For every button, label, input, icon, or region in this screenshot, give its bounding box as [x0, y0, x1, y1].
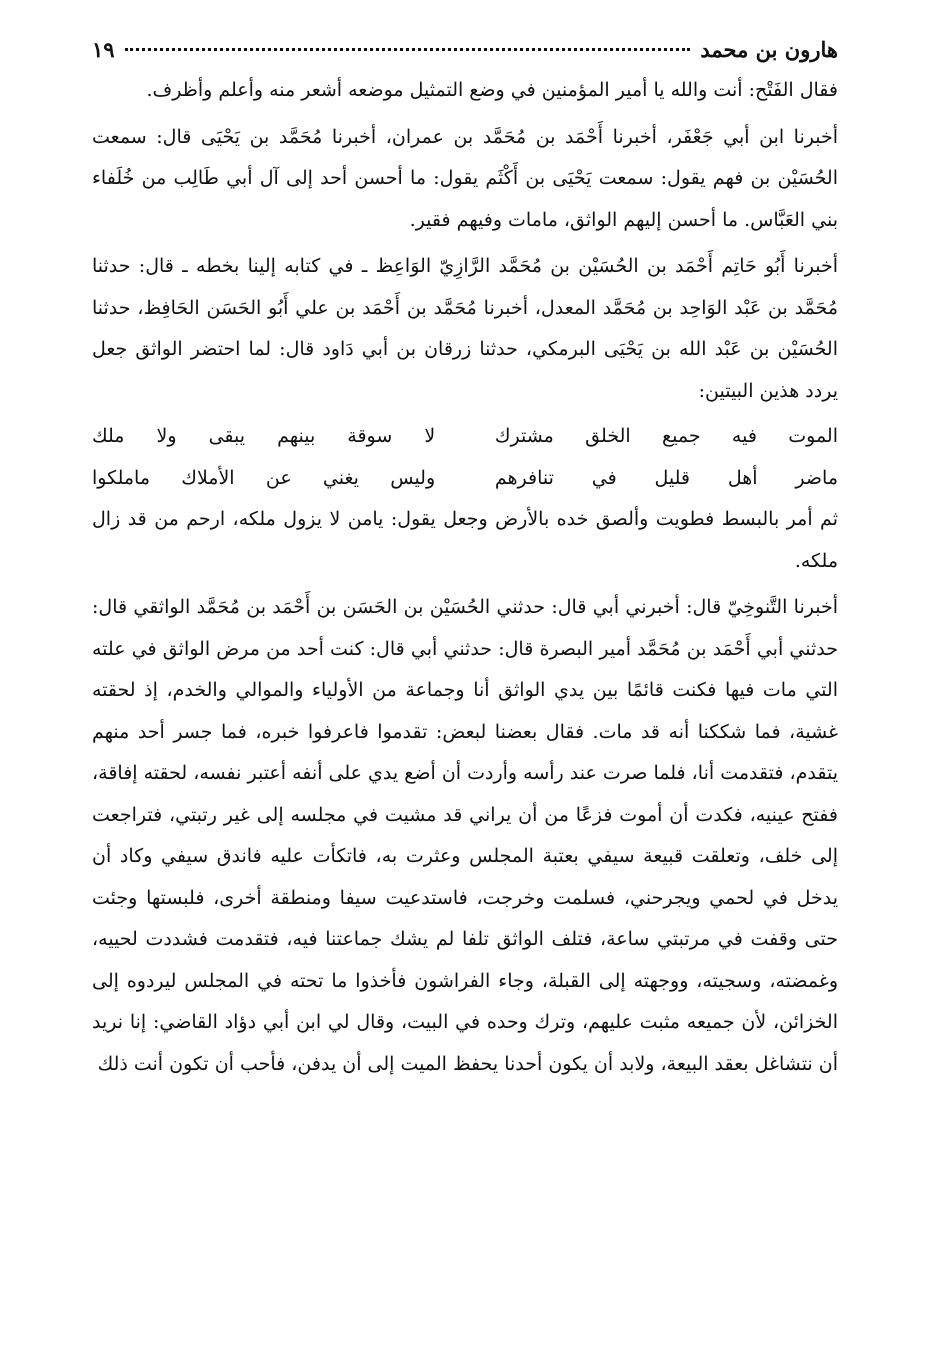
paragraph-tanukhi: أخبرنا التَّنوخِيّ قال: أخبرني أبي قال: حدثني الحُسَيْن بن الحَسَن بن أَحْمَد بن مُحَمَّد الواثقي قال: حدثني أبي أَحْمَد بن مُحَمَّد أمير البصرة قال: حدثني أبي قال: كنت أحد من مرض الواثق في علته التي مات فيها فكنت قائمًا بين يدي الواثق أنا وجماعة من الأولياء والموالي والخدم، إذ لحقته غشية، فما شككنا أنه قد مات. فقال بعضنا لبعض: تقدموا فاعرفوا خبره، فما جسر أحد منهم يتقدم، فتقدمت أنا، فلما صرت عند رأسه وأردت أن أضع يدي على أنفه أعتبر نفسه، لحقته إفاقة، ففتح عينيه، فكدت أن أموت فزعًا من أن يراني قد مشيت في مجلسه إلى غير رتبتي، فتراجعت إلى خلف، وتعلقت قبيعة سيفي بعتبة المجلس وعثرت به، فاتكأت عليه فاندق سيفي وكاد أن يدخل في لحمي ويجرحني، فسلمت وخرجت، فاستدعيت سيفا ومنطقة أخرى، فلبستها وجئت حتى وقفت في مرتبتي ساعة، فتلف الواثق تلفا لم يشك جماعتنا فيه، فتقدمت فشددت لحييه، وغمضته، وسجيته، ووجهته إلى القبلة، وجاء الفراشون فأخذوا ما تحته في المجلس ليردوه إلى الخزائن، لأن جميعه مثبت عليهم، وترك وحده في البيت، وقال لي ابن أبي دؤاد القاضي: إنا نريد أن نتشاغل بعقد البيعة، ولابد أن يكون أحدنا يحفظ الميت إلى أن يدفن، فأحب أن تكون أنت ذلك [92, 596, 838, 1075]
verse-second-hemistich: وليس يغني عن الأملاك ماملكوا [92, 466, 436, 489]
page-number: ١٩ [92, 37, 115, 62]
poem-verse [92, 416, 838, 458]
paragraph-abu-hatim: أخبرنا أَبُو حَاتِم أَحْمَد بن الحُسَيْن بن مُحَمَّد الرَّازِيّ الوَاعِظ ـ في كتابه إلينا بخطه ـ قال: حدثنا مُحَمَّد بن عَبْد الوَاحِد بن مُحَمَّد المعدل، أخبرنا مُحَمَّد بن أَحْمَد بن علي أَبُو الحَسَن الحَافِظ، حدثنا الحُسَيْن بن عَبْد الله بن يَحْيَى البرمكي، حدثنا زرقان بن أبي دَاود قال: لما احتضر الواثق جعل يردد هذين البيتين: [92, 255, 838, 402]
verse-second-hemistich: لا سوقة بينهم يبقى ولا ملك [92, 425, 436, 447]
dotted-leader [125, 48, 691, 51]
poem [92, 416, 838, 499]
paragraph-yahya-ibn-aktham: أخبرنا ابن أبي جَعْفَر، أخبرنا أَحْمَد بن مُحَمَّد بن عمران، أخبرنا مُحَمَّد بن يَحْيَى قال: سمعت الحُسَيْن بن فهم يقول: سمعت يَحْيَى بن أَكْثَم يقول: ما أحسن أحد إلى آل أبي طَالِب من خُلَفاء بني العَبَّاس. ما أحسن إليهم الواثق، مامات وفيهم فقير. [92, 125, 838, 231]
book-page [92, 30, 838, 1340]
paragraph-fath-reply: فقال الفَتْح: أنت والله يا أمير المؤمنين في وضع التمثيل موضعه أشعر منه وأعلم وأظرف. [146, 79, 838, 101]
running-head-title: هارون بن محمد [700, 37, 838, 62]
paragraph-after-poem: ثم أمر بالبسط فطويت وألصق خده بالأرض وجعل يقول: يامن لا يزول ملكه، ارحم من قد زال ملكه. [92, 508, 838, 572]
running-head [92, 30, 838, 70]
verse-first-hemistich: ماضر أهل قليل في تنافرهم [494, 466, 838, 489]
verse-first-hemistich: الموت فيه جميع الخلق مشترك [494, 425, 838, 447]
poem-verse [92, 458, 838, 500]
